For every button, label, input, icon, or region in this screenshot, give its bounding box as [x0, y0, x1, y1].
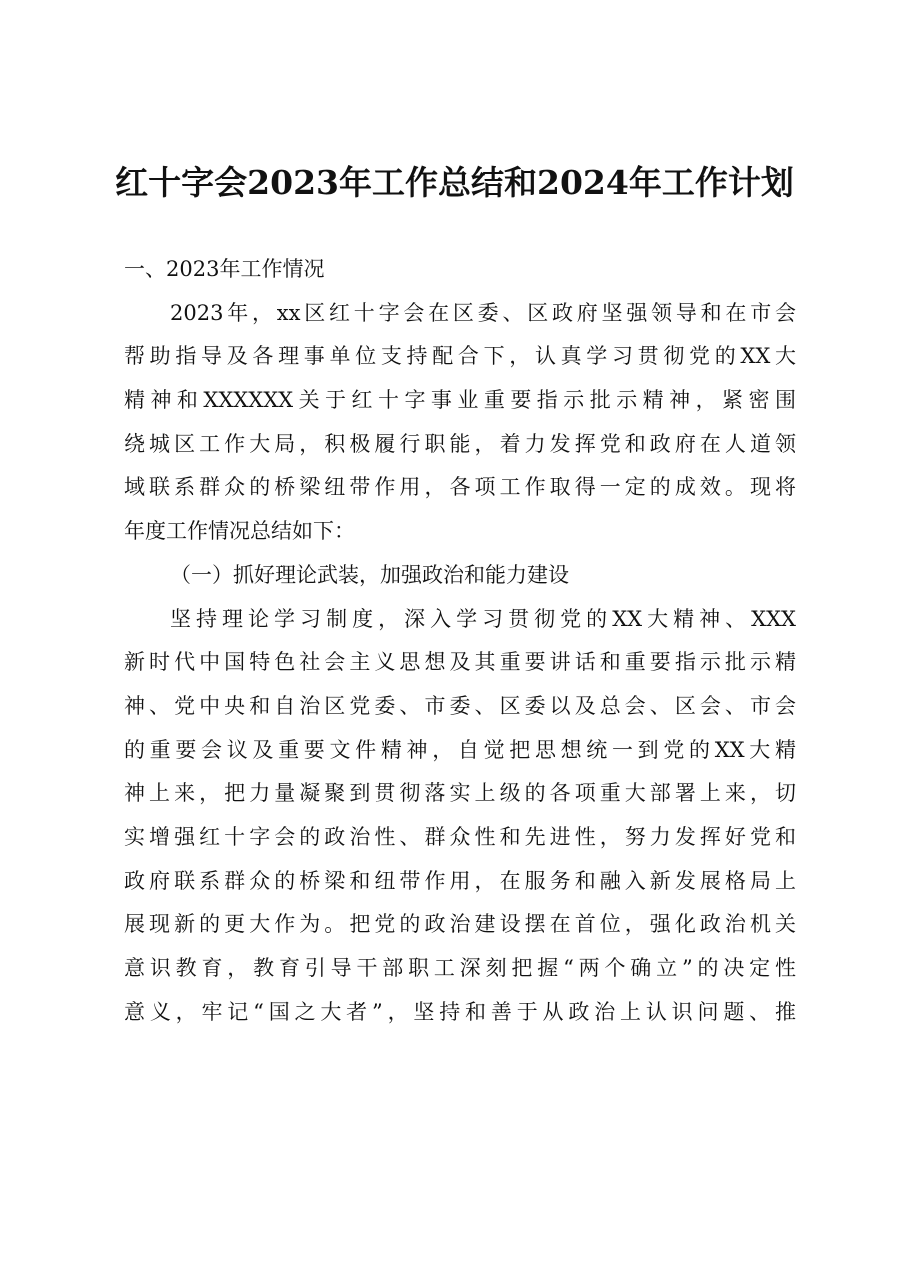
paragraph-line: 新时代中国特色社会主义思想及其重要讲话和重要指示批示精: [124, 650, 796, 675]
section-heading: 一、2023年工作情况: [124, 257, 325, 281]
document-title: 红十字会2023年工作总结和2024年工作计划: [115, 163, 794, 202]
subsection-heading: （一）抓好理论武装，加强政治和能力建设: [170, 562, 569, 587]
paragraph-line: 政府联系群众的桥梁和纽带作用，在服务和融入新发展格局上: [124, 868, 796, 893]
paragraph-line: 的重要会议及重要文件精神，自觉把思想统一到党的XX大精: [124, 737, 796, 762]
paragraph-line: 帮助指导及各理事单位支持配合下，认真学习贯彻党的XX大: [124, 344, 796, 369]
document-body: [124, 248, 796, 1034]
paragraph-line: 年度工作情况总结如下：: [124, 519, 355, 544]
paragraph-line: 意识教育，教育引导干部职工深刻把握“两个确立”的决定性: [124, 956, 796, 980]
paragraph-line: 绕城区工作大局，积极履行职能，着力发挥党和政府在人道领: [124, 431, 796, 456]
paragraph-line: 精神和XXXXXX关于红十字事业重要指示批示精神，紧密围: [124, 388, 796, 413]
paragraph-line: 坚持理论学习制度，深入学习贯彻党的XX大精神、XXX: [170, 606, 796, 631]
paragraph-line: 实增强红十字会的政治性、群众性和先进性，努力发挥好党和: [124, 824, 796, 849]
paragraph-line: 2023年，xx区红十字会在区委、区政府坚强领导和在市会: [170, 300, 796, 325]
paragraph-line: 展现新的更大作为。把党的政治建设摆在首位，强化政治机关: [124, 912, 796, 937]
paragraph-line: 神、党中央和自治区党委、市委、区委以及总会、区会、市会: [124, 693, 796, 718]
paragraph-line: 意义，牢记“国之大者”，坚持和善于从政治上认识问题、推: [124, 999, 796, 1024]
paragraph-line: 神上来，把力量凝聚到贯彻落实上级的各项重大部署上来，切: [124, 781, 796, 806]
paragraph-line: 域联系群众的桥梁纽带作用，各项工作取得一定的成效。现将: [124, 475, 796, 500]
